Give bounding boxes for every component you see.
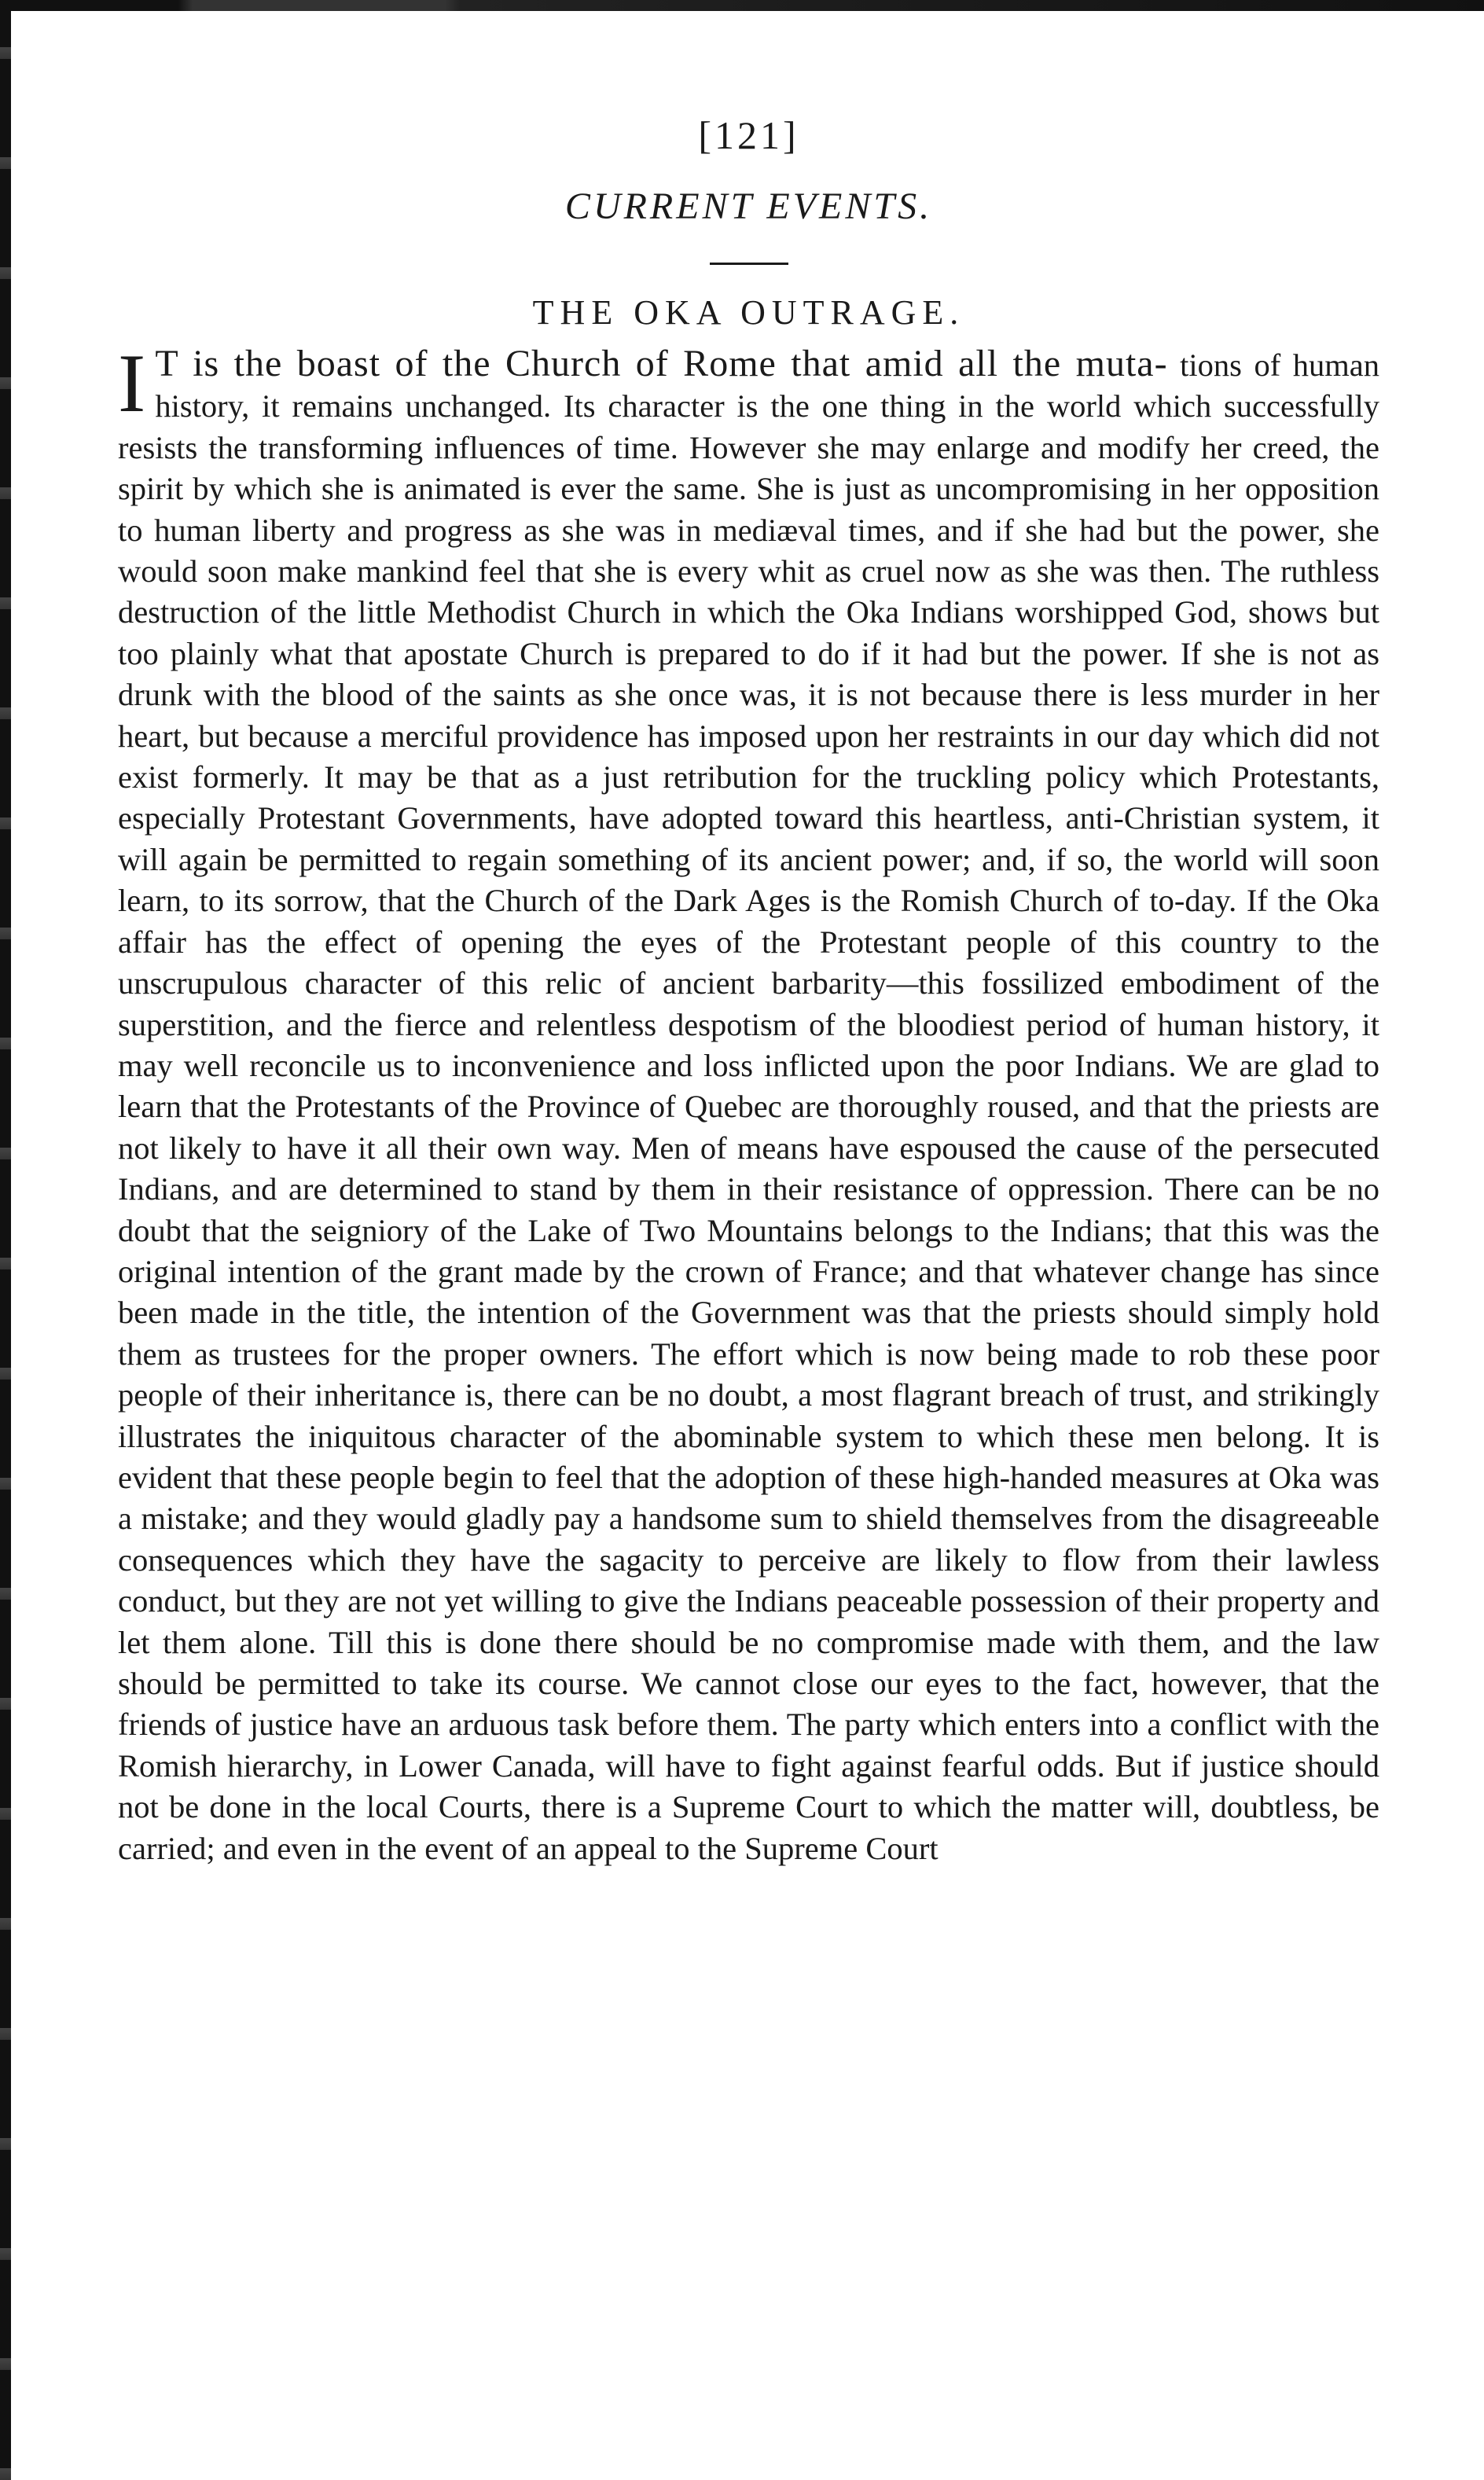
page-number: [121] [698,113,799,157]
article-title: THE OKA OUTRAGE. [532,293,965,332]
page-top-edge [0,0,1484,11]
section-title: CURRENT EVENTS. [564,186,933,227]
drop-cap: I [118,337,146,429]
article-body [118,337,1380,1869]
page-content [118,110,1379,1869]
article-first-line: T is the boast of the Church of Rome that amid all the muta- [155,343,1168,384]
book-spine-edge [0,0,11,2480]
title-divider [710,263,788,265]
article-text: tions of human history, it remains unchanged. Its character is the one thing in the world which successfully resists the transforming influences of time. However she may enlarge and modify her creed, the spirit by which she is animated is ever the same. She is just as uncompromising in her opposition to human liberty and progress as she was in mediæval times, and if she had but the power, she would soon make mankind feel that she is every whit as cruel now as she was then. The ruthless destruction of the little Methodist Church in which the Oka Indians worshipped God, shows but too plainly what that apostate Church is prepared to do if it had but the power. If she is not as drunk with the blood of the saints as she once was, it is not because there is less murder in her heart, but because a merciful providence has imposed upon her restraints in our day which did not exist formerly. It may be that as a just retribution for the truckling policy which Protestants, especially Protestant Governments, have adopted toward this heartless, anti-Christian system, it will again be permitted to regain something of its ancient power; and, if so, the world will soon learn, to its sorrow, that the Church of the Dark Ages is the Romish Church of to-day. If the Oka affair has the effect of opening the eyes of the Protestant people of this country to the unscrupulous character of this relic of ancient barbarity—this fossilized embodiment of the superstition, and the fierce and relentless despotism of the bloodiest period of human history, it may well reconcile us to inconvenience and loss inflicted upon the poor Indians. We are glad to learn that the Protestants of the Province of Quebec are thoroughly roused, and that the priests are not likely to have it all their own way. Men of means have espoused the cause of the persecuted Indians, and are determined to stand by them in their resistance of oppression. There can be no doubt that the seigniory of the Lake of Two Mountains belongs to the Indians; that this was the original intention of the grant made by the crown of France; and that whatever change has since been made in the title, the intention of the Government was that the priests should simply hold them as trustees for the proper owners. The effort which is now being made to rob these poor people of their inheritance is, there can be no doubt, a most flagrant breach of trust, and strikingly illustrates the iniquitous character of the abominable system to which these men belong. It is evident that these people begin to feel that the adoption of these high-handed measures at Oka was a mistake; and they would gladly pay a handsome sum to shield themselves from the disagreeable consequences which they have the sagacity to perceive are likely to flow from their lawless conduct, but they are not yet willing to give the Indians peaceable possession of their property and let them alone. Till this is done there should be no compromise made with them, and the law should be permitted to take its course. We cannot close our eyes to the fact, however, that the friends of justice have an arduous task before them. The party which enters into a conflict with the Romish hierarchy, in Lower Canada, will have to fight against fearful odds. But if justice should not be done in the local Courts, there is a Supreme Court to which the matter will, doubtless, be carried; and even in the event of an appeal to the Supreme Court [118,347,1380,1866]
